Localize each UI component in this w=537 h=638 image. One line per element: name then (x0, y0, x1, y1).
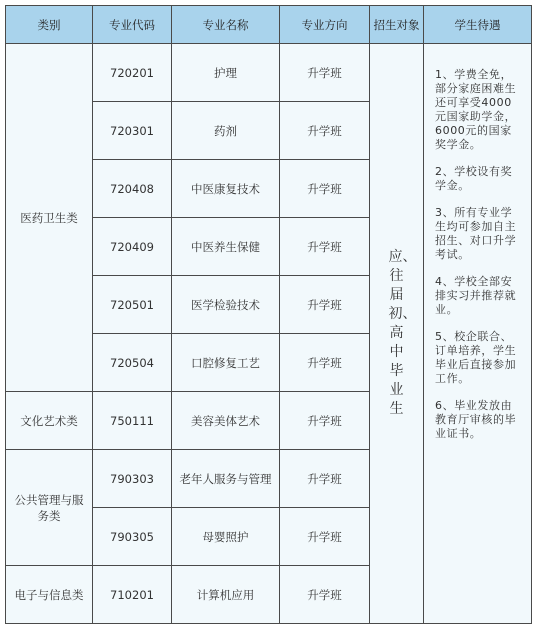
category-cell: 电子与信息类 (6, 566, 93, 624)
benefit-item: 3、所有专业学生均可参加自主招生、对口升学考试。 (435, 206, 517, 261)
header-category: 类别 (6, 6, 93, 44)
direction-cell: 升学班 (280, 334, 370, 392)
direction-cell: 升学班 (280, 392, 370, 450)
name-cell: 中医养生保健 (172, 218, 280, 276)
direction-cell: 升学班 (280, 508, 370, 566)
benefits-cell (424, 44, 532, 624)
category-cell: 文化艺术类 (6, 392, 93, 450)
header-name: 专业名称 (172, 6, 280, 44)
header-target: 招生对象 (370, 6, 424, 44)
code-cell: 720504 (93, 334, 172, 392)
header-code: 专业代码 (93, 6, 172, 44)
direction-cell: 升学班 (280, 276, 370, 334)
name-cell: 老年人服务与管理 (172, 450, 280, 508)
name-cell: 母婴照护 (172, 508, 280, 566)
code-cell: 720408 (93, 160, 172, 218)
name-cell: 医学检验技术 (172, 276, 280, 334)
code-cell: 720301 (93, 102, 172, 160)
name-cell: 美容美体艺术 (172, 392, 280, 450)
table-row (6, 44, 532, 102)
header-row (6, 6, 532, 44)
name-cell: 护理 (172, 44, 280, 102)
header-direction: 专业方向 (280, 6, 370, 44)
code-cell: 790305 (93, 508, 172, 566)
benefit-item: 5、校企联合、订单培养，学生毕业后直接参加工作。 (435, 330, 517, 385)
target-text: 应、往届初、高中毕业生 (388, 249, 417, 417)
code-cell: 790303 (93, 450, 172, 508)
direction-cell: 升学班 (280, 44, 370, 102)
direction-cell: 升学班 (280, 450, 370, 508)
name-cell: 计算机应用 (172, 566, 280, 624)
direction-cell: 升学班 (280, 160, 370, 218)
direction-cell: 升学班 (280, 218, 370, 276)
code-cell: 720409 (93, 218, 172, 276)
benefit-item: 4、学校全部安排实习并推荐就业。 (435, 275, 517, 316)
majors-table (5, 5, 532, 624)
target-cell (370, 44, 424, 624)
direction-cell: 升学班 (280, 102, 370, 160)
category-cell: 医药卫生类 (6, 44, 93, 392)
benefit-item: 1、学费全免，部分家庭困难生还可享受4000元国家助学金，6000元的国家奖学金。 (435, 68, 517, 151)
benefit-item: 6、毕业发放由教育厅审核的毕业证书。 (435, 399, 517, 440)
benefit-item: 2、学校设有奖学金。 (435, 165, 513, 192)
code-cell: 750111 (93, 392, 172, 450)
code-cell: 720501 (93, 276, 172, 334)
header-benefits: 学生待遇 (424, 6, 532, 44)
name-cell: 中医康复技术 (172, 160, 280, 218)
code-cell: 720201 (93, 44, 172, 102)
name-cell: 口腔修复工艺 (172, 334, 280, 392)
direction-cell: 升学班 (280, 566, 370, 624)
code-cell: 710201 (93, 566, 172, 624)
name-cell: 药剂 (172, 102, 280, 160)
category-cell: 公共管理与服务类 (6, 450, 93, 566)
